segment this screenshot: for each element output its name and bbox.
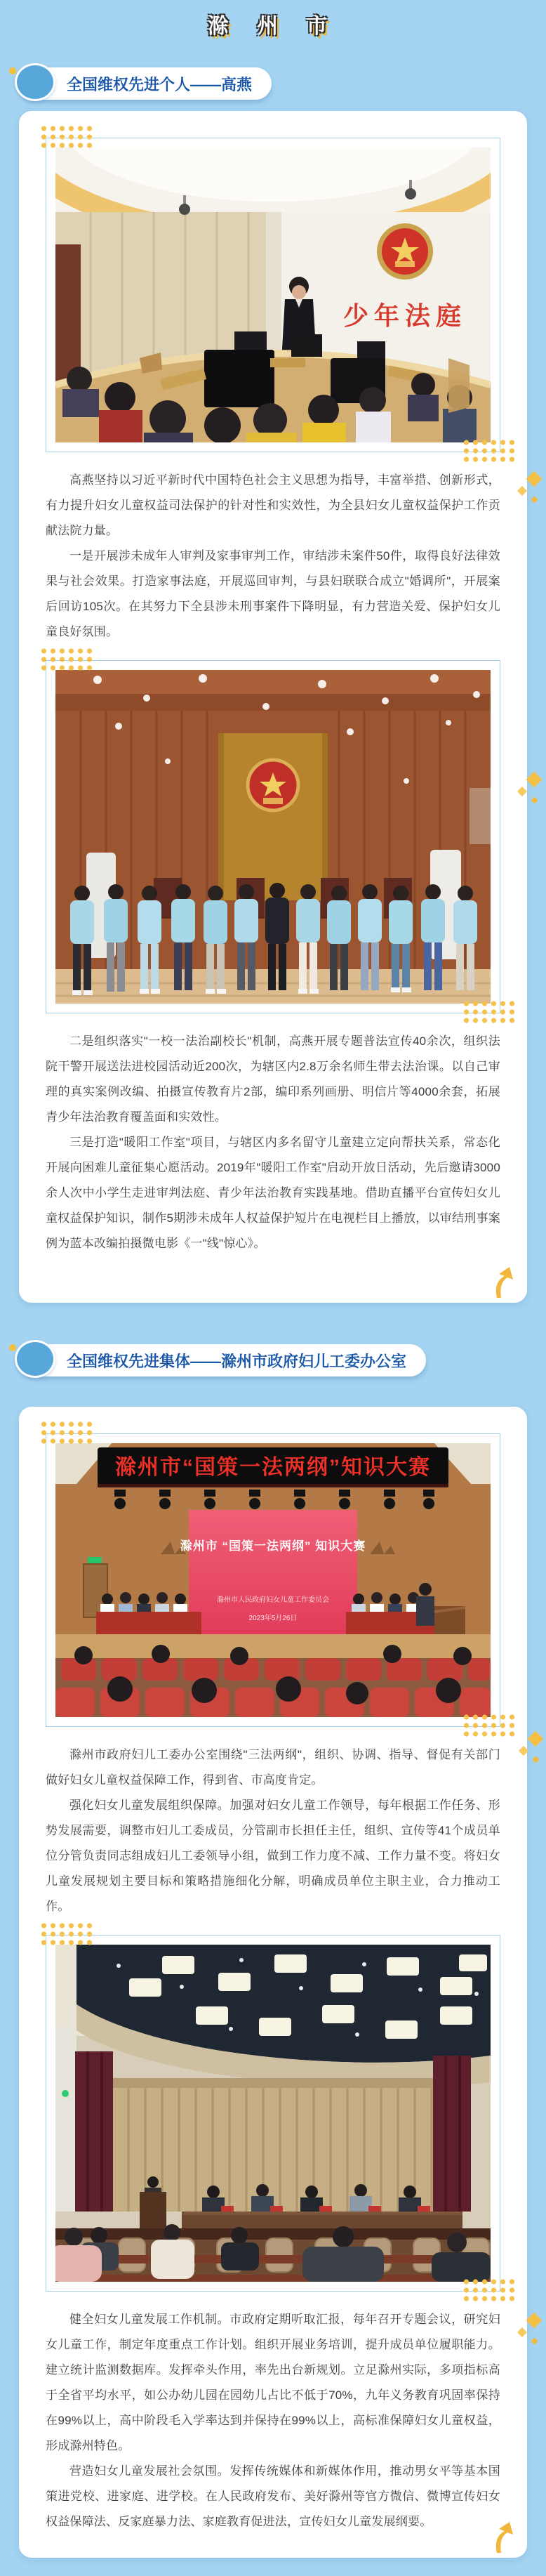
paragraph: 二是组织落实"一校一法治副校长"机制，高燕开展专题普法宣传40余次，组织法院干警开展送法进校园活动近200次，为辖区内2.8万余名师生带去法治课。以自己审理的真实案例改编、拍摄宣传教育片2部，编印系列画册、明信片等4000余套，拓展青少年法治教育覆盖面和实效性。 xyxy=(46,1034,500,1124)
paragraph: 三是打造"暖阳工作室"项目，与辖区内多名留守儿童建立定向帮扶关系，常态化开展向困难儿童征集心愿活动。2019年"暖阳工作室"启动开放日活动，先后邀请3000余人次中小学生走进审判法庭、青少年法治教育实践基地。借助直播平台宣传妇女儿童权益保护知识，制作5期涉未成年人权益保护短片在电视栏目上播放，以审结刑事案例为蓝本改编拍摄微电影《一"线"惊心》。 xyxy=(46,1136,500,1250)
back-to-top-arrow-icon[interactable] xyxy=(488,1266,516,1299)
article-text-block xyxy=(46,1029,500,1256)
photo-juvenile-court[interactable] xyxy=(46,138,500,452)
dot-grid-icon xyxy=(39,1420,93,1446)
led-banner-text: 滁州市“国策一法两纲”知识大赛 xyxy=(115,1456,431,1479)
header-yellow-dot-icon xyxy=(9,1344,16,1351)
dot-grid-icon xyxy=(39,647,93,673)
dot-grid-icon xyxy=(462,999,515,1025)
section-card-gaoyan xyxy=(19,111,527,1303)
paragraph: 强化妇女儿童发展组织保障。加强对妇女儿童工作领导，每年根据工作任务、形势发展需要，调整市妇儿工委成员，分管副市长担任主任，组织、宣传等41个成员单位分管负责同志组成妇儿工委领导小组，做到工作力度不减、工作力量不变。将妇女儿童发展规划主要目标和策略措施细化分解，明确成员单位主职主业，合力推动工作。 xyxy=(46,1799,500,1913)
header-yellow-dot-icon xyxy=(9,67,16,74)
article-text-block xyxy=(46,2307,500,2535)
dot-grid-icon xyxy=(462,438,515,464)
paragraph: 高燕坚持以习近平新时代中国特色社会主义思想为指导，丰富举措、创新形式，有力提升妇女儿童权益司法保护的针对性和实效性，为全县妇女儿童权益保护工作贡献法院力量。 xyxy=(46,473,500,537)
left-team xyxy=(96,1592,201,1634)
paragraph: 一是开展涉未成年人审判及家事审判工作，审结涉未案件50件，取得良好法律效果与社会效果。打造家事法庭，开展巡回审判，与县妇联联合成立"婚调所"，开展案后回访105次。在其努力下全县涉未刑事案件下降明显，有力营造关爱、保护妇女儿童良好氛围。 xyxy=(46,549,500,638)
section-header-committee xyxy=(19,1344,426,1376)
knowledge-contest-illustration xyxy=(55,1443,491,1717)
sparkle-diamond-icon xyxy=(510,2313,544,2348)
group-photo-illustration xyxy=(55,670,491,1004)
sparkle-diamond-icon xyxy=(512,1732,545,1767)
paragraph: 营造妇女儿童发展社会氛围。发挥传统媒体和新媒体作用，推动男女平等基本国策进党校、进家庭、进学校。在人民政府发布、美好滁州等官方微信、微博宣传妇女权益保障法、反家庭暴力法、家庭教育促进法，宣传妇女儿童发展纲要。 xyxy=(46,2464,500,2528)
section-header-gaoyan xyxy=(19,67,272,100)
header-circle-icon xyxy=(15,63,55,101)
article-text-block xyxy=(46,1742,500,1919)
national-emblem-icon xyxy=(248,760,298,810)
back-to-top-arrow-icon[interactable] xyxy=(488,2521,516,2554)
photo-work-meeting[interactable] xyxy=(46,1935,500,2292)
photo-group-court[interactable] xyxy=(46,660,500,1013)
photo-knowledge-contest[interactable] xyxy=(46,1433,500,1727)
page-title: 滁 州 市 xyxy=(207,15,339,38)
screen-title-text: 滁州市 “国策一法两纲” 知识大赛 xyxy=(180,1539,366,1553)
dot-grid-icon xyxy=(462,2278,515,2304)
sparkle-diamond-icon xyxy=(510,773,544,808)
dot-grid-icon xyxy=(462,1713,515,1739)
screen-org-text: 滁州市人民政府妇女儿童工作委员会 xyxy=(217,1596,329,1604)
juvenile-court-sign: 少年法庭 xyxy=(342,301,467,330)
sparkle-diamond-icon xyxy=(510,472,544,507)
paragraph: 健全妇女儿童发展工作机制。市政府定期听取汇报，每年召开专题会议，研究妇女儿童工作，制定年度重点工作计划。组织开展业务培训，提升成员单位履职能力。建立统计监测数据库。发挥牵头作用，率先出台新规划。立足滁州实际，多项指标高于全省平均水平，如公办幼儿园在园幼儿占比不低于70%，九年义务教育巩固率保持在99%以上，高中阶段毛入学率达到并保持在99%以上，高标准保障妇女儿童权益，形成滁州特色。 xyxy=(46,2313,500,2452)
work-meeting-illustration xyxy=(55,1945,491,2282)
paragraph: 滁州市政府妇儿工委办公室围绕"三法两纲"，组织、协调、指导、督促有关部门做好妇女儿童权益保障工作，得到省、市高度肯定。 xyxy=(46,1748,500,1787)
section-header-label: 全国维权先进集体——滁州市政府妇儿工委办公室 xyxy=(67,1352,407,1370)
dot-grid-icon xyxy=(39,1921,93,1947)
dot-grid-icon xyxy=(39,124,93,150)
juvenile-court-illustration xyxy=(55,147,491,442)
header-circle-icon xyxy=(15,1340,55,1378)
screen-date-text: 2023年5月26日 xyxy=(248,1615,298,1622)
section-header-label: 全国维权先进个人——高燕 xyxy=(67,75,253,93)
national-emblem-icon xyxy=(377,223,433,280)
section-card-committee xyxy=(19,1407,527,2558)
article-text-block xyxy=(46,468,500,645)
